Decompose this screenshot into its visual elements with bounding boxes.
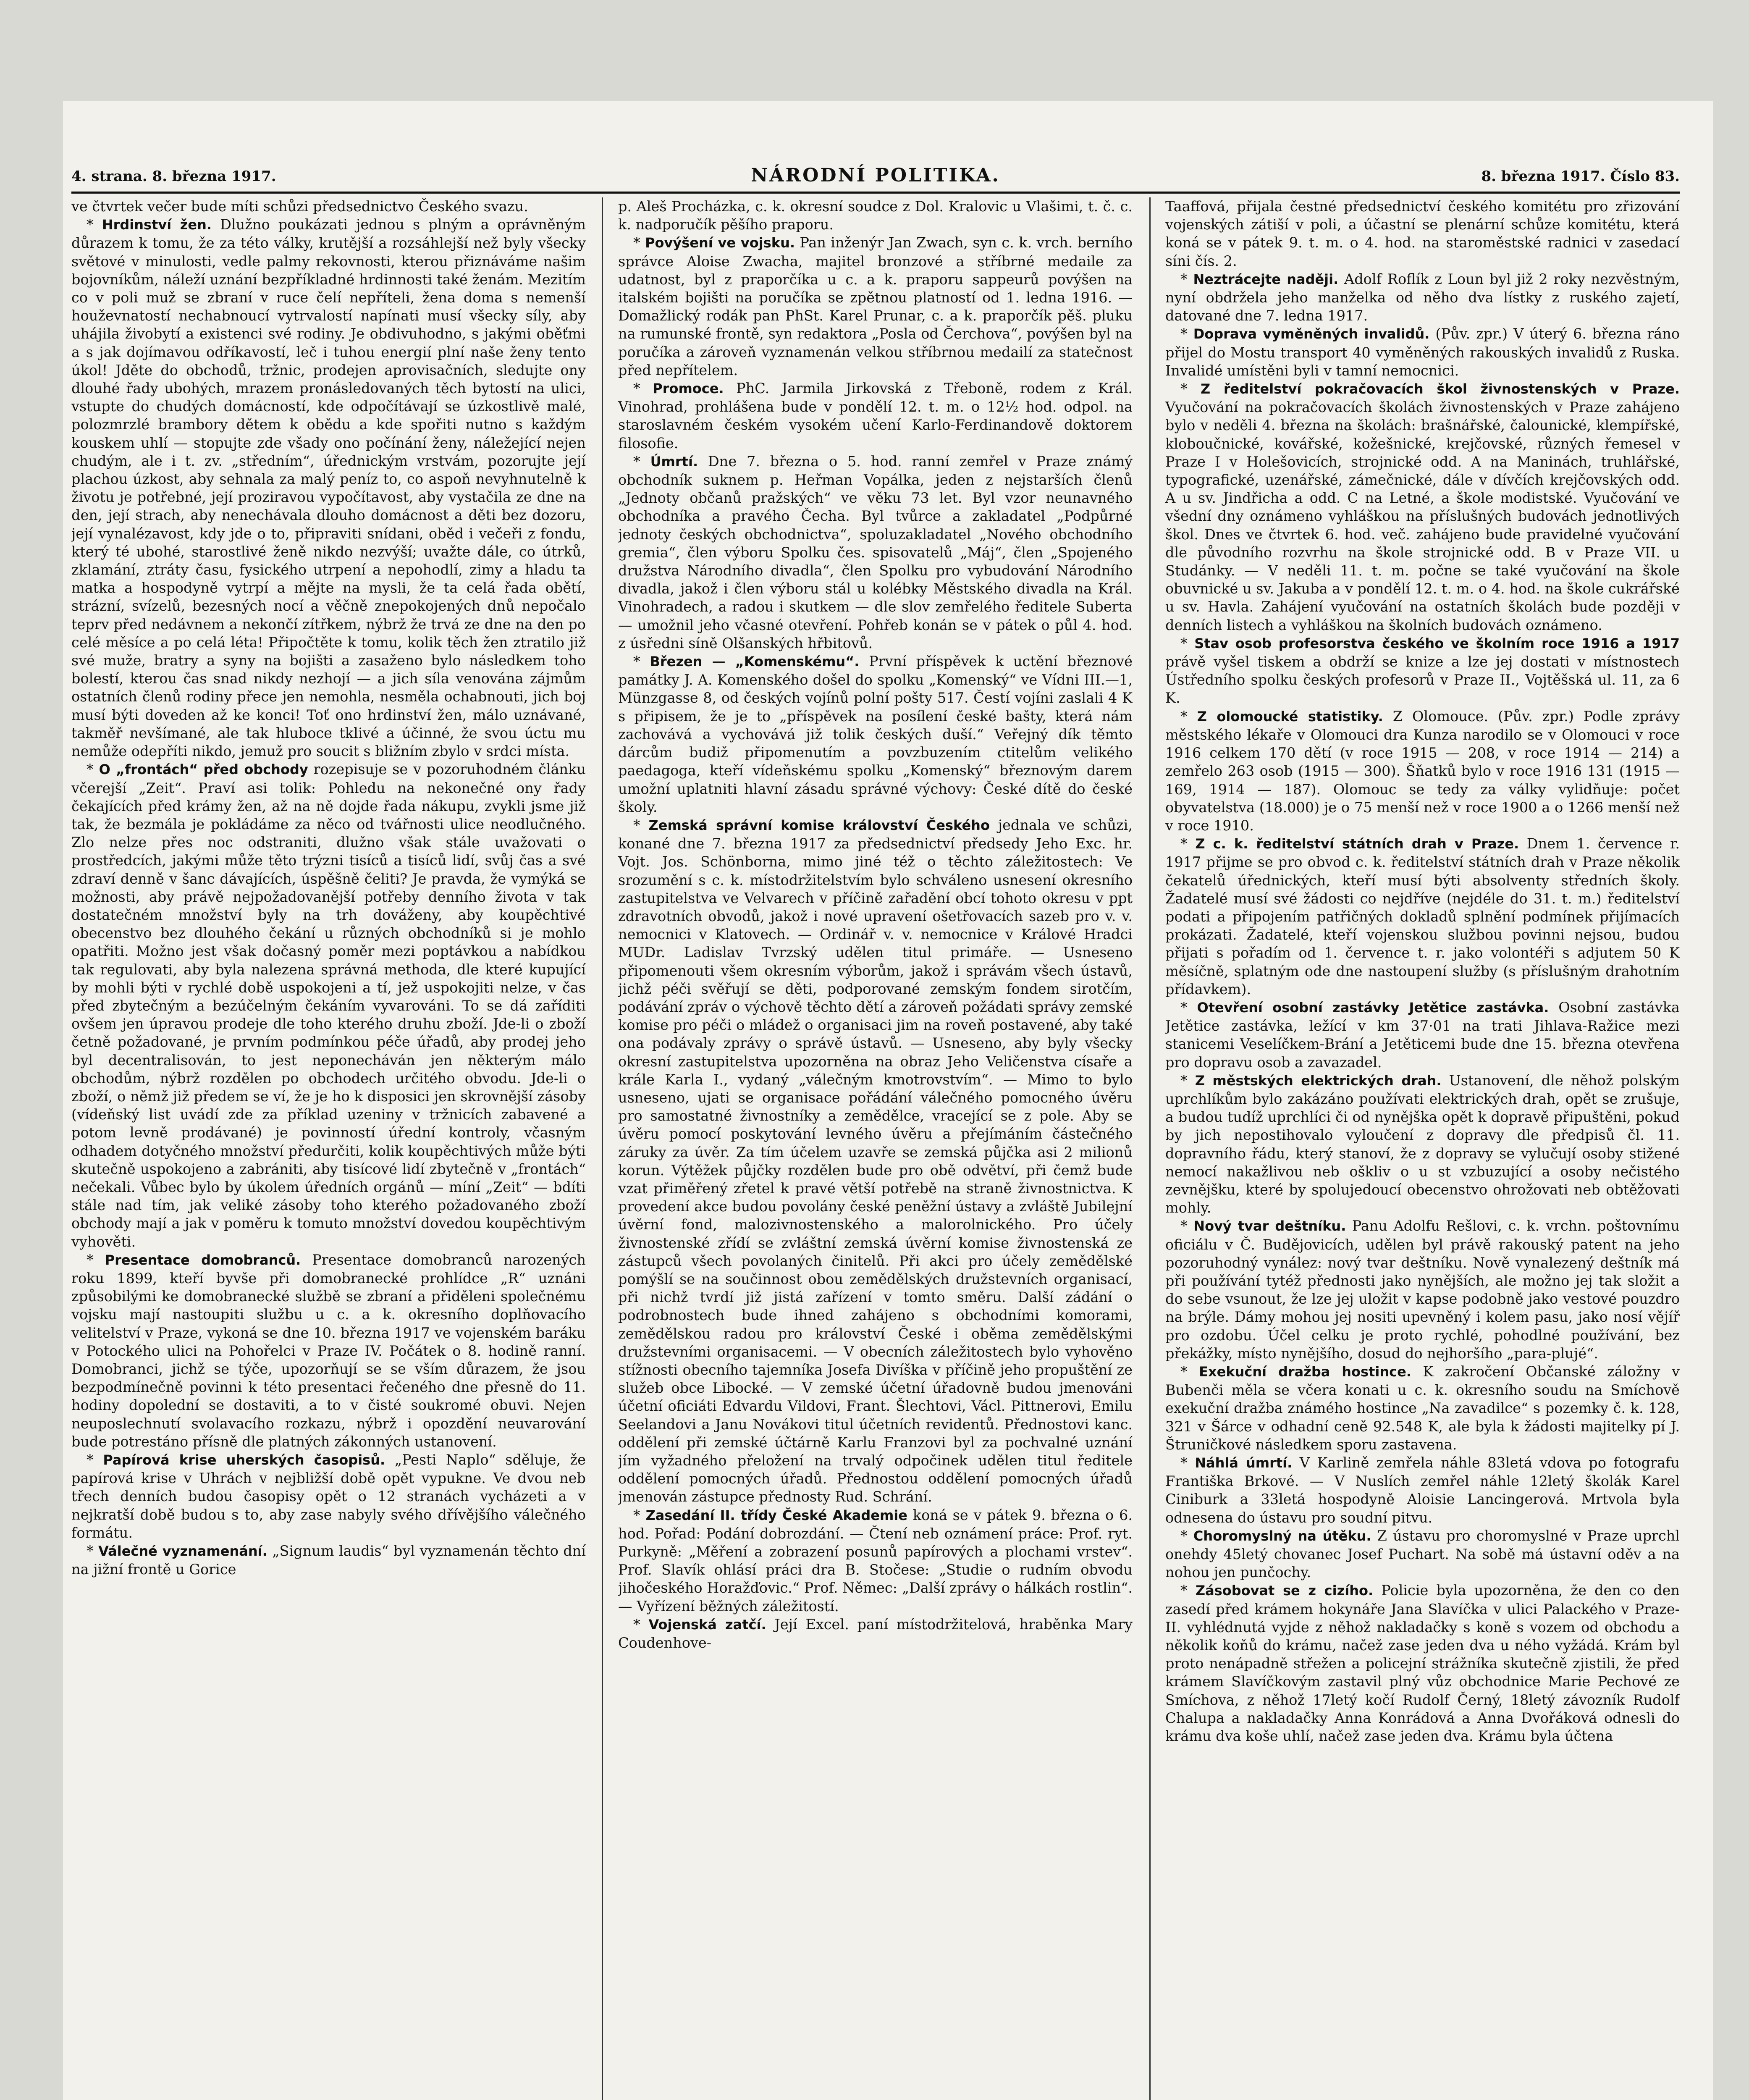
article-text: (Pův. zpr.) V úterý 6. března ráno přijel do Mostu transport 40 vyměněných rakouských invalidů z Ruska. Invalidé umístěni byli v tamní nemocnici.: [1165, 326, 1680, 379]
article-paragraph: * Nový tvar deštníku. Panu Adolfu Rešlovi, c. k. vrchn. poštovnímu oficiálu v Č. Budějovicích, udělen byl právě rakouský patent na jeho pozoruhodný vynález: nový tvar deštníku. Nově vynalezený deštník má při používání tytéž přednosti jako nynějších, ale možno jej tak složit a do sebe vsunout, že lze jej uložit v kapse podobně jako vestové pouzdro na brýle. Dámy mohou jej nositi upevněný i kolem pasu, jako nosí vějíř pro ozdobu. Účel celku je proto rychlé, pohodlné používání, bez překážky, místo nynějšího, dosud do nejhoršího „para-plujé“.: [1165, 1218, 1680, 1362]
article-text: Pan inženýr Jan Zwach, syn c. k. vrch. berního správce Aloise Zwacha, majitel bronzové a stříbrné medaile za udatnost, byl z praporčíka u c. a k. praporu sappeurů povýšen na italském bojišti na poručíka se zpětnou platností od 1. ledna 1916. — Domažlický rodák pan PhSt. Karel Prunar, c. a k. praporčík pěš. pluku na rumunské frontě, syn redaktora „Posla od Čerchova“, povýšen byl na poručíka a zároveň vyznamenán velkou stříbrnou medailí za statečnost před nepřítelem.: [618, 234, 1133, 378]
article-paragraph: * O „frontách“ před obchody rozepisuje se v pozoruhodném článku včerejší „Zeit“. Praví asi tolik: Pohledu na nekonečné ony řady čekajících před krámy žen, až na ně dojde řada nákupu, zvykli jsme již tak, že bezmála je pokládáme za něco od tvářnosti ulice neodlučného. Zlo nelze přes noc odstraniti, dlužno však stále uvažovati o prostředcích, jakými může těto trýzni tisíců a tisíců lidí, svůj čas a své zdraví denně v šanc dávajících, úspěšně čeliti? Je pravda, že vymýká se možnosti, aby právě nejpožadovanější potřeby denního života v tak dostatečném množství byly na trh dováženy, aby koupěchtivé obecenstvo bez dlouhého čekání u různých obchodníků si je mohlo opatřiti. Možno jest však dočasný poměr mezi poptávkou a nabídkou tak regulovati, aby byla nalezena správná methoda, dle které kupující by mohli býti v rychlé době uspokojeni a tí, jež uspokojiti nelze, v čas před zbytečným a bezúčelným čekáním vyvarováni. To se dá zaříditi ovšem jen úpravou prodeje dle toho kterého druhu zboží. Jde-li o zboží četně požadované, je prvním podmínkou péče úřadů, aby prodej jeho byl decentralisován, to jest neponecháván jen některým málo obchodům, nýbrž rozdělen po obchodech určitého obvodu. Jde-li o zboží, o němž již předem se ví, že je ho k disposici jen skrovnější zásoby (vídeňský list uvádí zde za příklad uzeniny v tržnicích zabavené a potom levně prodávané) je povinností úřední kontroly, včasným odhadem dotyčného množství předurčiti, kolik koupěchtivých může býti skutečně uspokojeno a zabrániti, aby tisícové lidí zbytečně v „frontách“ nečekali. Vůbec bylo by úkolem úředních orgánů — míní „Zeit“ — bdíti stále nad tím, jak veliké zásoby toho kterého požadovaného zboží obchody mají a jak v poměru k tomuto množství dovedou koupěchtivým vyhověti.: [71, 761, 586, 1250]
article-paragraph: * Otevření osobní zastávky Jetětice zastávka. Osobní zastávka Jetětice zastávka, ležící v km 37·01 na trati Jihlava-Ražice mezi stanicemi Veselíčkem-Brání a Jetěticemi bude dne 15. března otevřena pro dopravu osob a zavazadel.: [1165, 999, 1680, 1071]
article-headline: Nový tvar deštníku.: [1193, 1218, 1346, 1234]
article-headline: Choromyslný na útěku.: [1193, 1528, 1371, 1544]
article-text: Její Excel. paní místodržitelová, hraběnka Mary Coudenhove-: [618, 1616, 1133, 1651]
newspaper-title: NÁRODNÍ POLITIKA.: [751, 165, 1000, 186]
article-headline: Z olomoucké statistiky.: [1197, 708, 1383, 724]
article-paragraph: * Povýšení ve vojsku. Pan inženýr Jan Zwach, syn c. k. vrch. berního správce Aloise Zwacha, majitel bronzové a stříbrné medaile za udatnost, byl z praporčíka u c. a k. praporu sappeurů povýšen na italském bojišti na poručíka se zpětnou platností od 1. ledna 1916. — Domažlický rodák pan PhSt. Karel Prunar, c. a k. praporčík pěš. pluku na rumunské frontě, syn redaktora „Posla od Čerchova“, povýšen byl na poručíka a zároveň vyznamenán velkou stříbrnou medailí za statečnost před nepřítelem.: [618, 234, 1133, 378]
article-text: Osobní zastávka Jetětice zastávka, ležící v km 37·01 na trati Jihlava-Ražice mezi stanicemi Veselíčkem-Brání a Jetěticemi bude dne 15. března otevřena pro dopravu osob a zavazadel.: [1165, 999, 1680, 1071]
article-text: K zakročení Občanské záložny v Bubenči měla se včera konati u c. k. okresního soudu na Smíchově exekuční dražba známého hostince „Na zavadilce“ s pozemky č. k. 128, 321 v Šárce v odhadní ceně 92.548 K, ale byla k žádosti majitelky pí J. Štruničkové následkem sporu zastavena.: [1165, 1363, 1680, 1453]
article-headline: Z ředitelství pokračovacích škol živnostenských v Praze.: [1200, 381, 1680, 397]
article-headline: Náhlá úmrtí.: [1195, 1455, 1293, 1471]
article-headline: Neztrácejte naději.: [1193, 271, 1339, 287]
article-text: První příspěvek k uctění březnové památky J. A. Komenského došel do spolku „Komenský“ ve Vídni III.—1, Münzgasse 8, od českých vojínů polní pošty 517. Čestí vojíni zaslali 4 K s připisem, že je to „příspěvek na posílení české bašty, která nám zachovává a vychovává již tolik českých duší.“ Veřejný dík těmto dárcům budiž připomenutím a povzbuzením ctitelům velikého paedagoga, kteří vídeňskému spolku „Komenský“ březnovým darem umožní uplatniti hlavní zásadu správné výchovy: České dítě do české školy.: [618, 653, 1133, 815]
article-text: Dnem 1. července r. 1917 přijme se pro obvod c. k. ředitelství státních drah v Praze několik čekatelů úřednických, kteří musí býti absolventy středních školy. Žadatelé musí své žádosti co nejdříve (nejdéle do 31. t. m.) ředitelství podati a připojením patřičných dokladů splnění podmínek přijímacích prokázati. Žadatelé, kteří vojenskou službou povinni nejsou, budou přijati s pořadím od 1. července t. r. jako volontéři s adjutem 50 K měsíčně, splatným ode dne nastoupení služby (s příslušným drahotním přídavkem).: [1165, 835, 1680, 998]
article-paragraph: * Papírová krise uherských časopisů. „Pesti Naplo“ sděluje, že papírová krise v Uhrách v nejbližší době opět vypukne. Ve dvou neb třech denních budou časopisy opět o 12 stranách vycházeti a v nejkratší době budou s to, aby zase nabyly svého dřívějšího válečného formátu.: [71, 1452, 586, 1541]
article-text: Adolf Roflík z Loun byl již 2 roky nezvěstným, nyní obdržela jeho manželka od něho dva lístky z ruského zajetí, datované dne 7. ledna 1917.: [1165, 270, 1680, 324]
article-text: Z Olomouce. (Pův. zpr.) Podle zprávy městského lékaře v Olomouci dra Kunza narodilo se v Olomouci v roce 1916 celkem 170 dětí (v roce 1915 — 208, v roce 1914 — 214) a zemřelo 263 osob (1915 — 300). Šňatků bylo v roce 1916 131 (1915 — 169, 1914 — 187). Olomouc se tedy za války vylidňuje: počet obyvatelstva (18.000) je o 75 menší než v roce 1900 a o 1266 menší než v roce 1910.: [1165, 708, 1680, 834]
article-headline: Zasedání II. třídy České Akademie: [645, 1507, 907, 1523]
article-headline: Zásobovat se z cizího.: [1195, 1583, 1374, 1599]
article-paragraph: * Zasedání II. třídy České Akademie koná se v pátek 9. března o 6. hod. Pořad: Podání dobrozdání. — Čtení neb oznámení práce: Prof. ryt. Purkyně: „Měření a zobrazení posunů papírových a plochami vrstev“. Prof. Slavík ohlásí práci dra B. Stočese: „Studie o rudním obvodu jihočeského Horažďovic.“ Prof. Němec: „Další zprávy o hálkách rostlin“. — Vyřízení běžných záležitostí.: [618, 1507, 1133, 1614]
article-paragraph: * Hrdinství žen. Dlužno poukázati jednou s plným a oprávněným důrazem k tomu, že za této války, krutější a rozsáhlejší než byly všecky světové v minulosti, vedle palmy rekovnosti, kterou přiznáváme našim bojovníkům, náleží uznání bezpříkladné hrdinnosti také ženám. Mezitím co v poli muž se zbraní v ruce čelí nepříteli, žena doma s nemenší houževnatostí nechabnoucí vytrvalostí napínati musí všecky síly, aby uhájila živobytí a existenci své rodiny. Je obdivuhodno, s jakými oběťmi a s jak dojímavou odříkavostí, leč i tuhou energií plní naše ženy tento úkol! Jděte do obchodů, tržnic, prodejen aprovisačních, sledujte ony dlouhé řady ubohých, mrazem pronásledovaných těch bytostí na ulici, vstupte do chudých domácností, kde odpočítávají se úzkostlivě malé, polozmrzlé brambory dětem k obědu a kde spořiti nutno s každým kouskem uhlí — stopujte zde všady ono počínání ženy, náležející nejen chudým, ale i t. zv. „středním“, úřednickým vrstvám, pozorujte její plachou úzkost, aby sehnala za malý peníz to, co aspoň nevyhnutelně k životu je potřebné, její proziravou vypočítavost, aby vystačila ze dne na den, její strach, aby nenechávala dlouho domácnost a děti bez dozoru, její vynalézavost, kdy jde o to, připraviti snídani, oběd i večeři z fondu, který té ubohé, starostlivé ženě nikdo nezvýší; uvažte dále, co útrků, zklamání, ztráty času, fysického utrpení a nepohodlí, zimy a hladu ta matka a hospodyně vytrpí a mějte na mysli, že ta celá řada obětí, strázní, svízelů, bezesných nocí a věčně znepokojených dnů nepočalo teprv před nedávnem a nekončí zítřkem, nýbrž že trvá ze dne na den po celé měsíce a po celá léta! Připočtěte k tomu, kolik těch žen ztratilo již své muže, bratry a syny na bojišti a zasaženo bylo následkem toho bolestí, kterou čas snad nikdy nezhojí — a jich síla venována zájmům ostatních členů rodiny přece jen nemohla, nesměla ochabnouti, jich boj musí býti doveden až ke konci! Toť ono hrdinství žen, málo uznávané, takměř nevšímané, ale tak hluboce tklivé a účinné, že svou úctu mu nemůže odepříti nikdo, jemuž pro soucit s bližním zbylo v srdci místa.: [71, 216, 586, 760]
article-headline: Březen — „Komenskému“.: [650, 654, 860, 670]
article-text: jednala ve schůzi, konané dne 7. března 1917 za předsednictví předsedy Jeho Exc. hr. Vojt. Jos. Schönborna, mimo jiné též o těchto záležitostech: Ve srozumění s c. k. místodržitelstvím bylo schváleno usnesení okresního zastupitelstva ve Velvarech v příčině zařadění obcí tohoto okresu v ppt zdravotních obvodů, jakož i nové upravení ošetřovacích sazeb pro v. v. nemocnici v Klatovech. — Ordinář v. v. nemocnice v Králové Hradci MUDr. Ladislav Tvrzský udělen titul primáře. — Usneseno připomenouti všem okresním výborům, jakož i správám všech ústavů, jichž péči svěřují se děti, podporované zemským fondem sirotčím, podávání zpráv o výchově těchto dětí a zároveň požádati správy zemské komise pro péči o mládež o organisaci jim na roveň postavené, aby také ona podávaly zprávy o správě ústavů. — Usneseno, aby byly všecky okresní zastupitelstva upozorněna na obraz Jeho Veličenstva císaře a krále Karla I., vydaný „válečným kmotrovstvím“. — Mimo to bylo usneseno, ujati se organisace pořádání válečného pomocného úvěru pro samostatné živnostníky a zemědělce, vracející se z pole. Aby se úvěru pomocí poskytování levného úvěru a přejímáním částečného záruky za úvěr. Za tím účelem uzavře se zemská půjčka asi 2 milionů korun. Výtěžek půjčky rozdělen bude pro obě odvětví, při čemž bude vzat přiměřený zřetel k pravé větší potřebě na straně živnostnictva. K provedení akce budou povolány české peněžní ústavy a zvláště Jubilejní úvěrní fond, malozivnostenského a malorolnického. Pro účely živnostenské zřídí se zvláštní zemská úvěrní komise živnostenská ze zástupců všech povolaných činitelů. Při akci pro účely zemědělské pomýšlí se na součinnost obou zemědělských družstevních organisací, při nichž tvrdí již jistá zařízení v tomto směru. Další zádání o podrobnostech bude ihned zahájeno s obchodními komorami, zemědělskou radou pro království České i oběma zemědělskými družstevními organisacemi. — V obecních záležitostech bylo vyhověno stížnosti obecního tajemníka Josefa Divíška v příčině jeho propuštění ze služeb obce Libocké. — V zemské účetní úřadovně budou jmenováni účetní oficiáti Edvardu Vildovi, Frant. Šlechtovi, Václ. Pittnerovi, Emilu Seelandovi a Janu Novákovi titul účetních revidentů. Přednostovi kanc. oddělení při zemské účtárně Karlu Franzovi byl za pochvalné uznání jím vyžadného přeložení na trvalý odpočinek udělen titul ředitele oddělení pomocných úřadů. Přednostou oddělení pomocných úřadů jmenován zástupce přednosty Rud. Schrání.: [618, 816, 1133, 1505]
article-paragraph: * Choromyslný na útěku. Z ústavu pro choromyslné v Praze uprchl onehdy 45letý chovanec Josef Puchart. Na sobě má ústavní oděv a na nohou jen punčochy.: [1165, 1527, 1680, 1581]
column-1: [71, 197, 586, 2100]
article-paragraph: * Z olomoucké statistiky. Z Olomouce. (Pův. zpr.) Podle zprávy městského lékaře v Olomouci dra Kunza narodilo se v Olomouci v roce 1916 celkem 170 dětí (v roce 1915 — 208, v roce 1914 — 214) a zemřelo 263 osob (1915 — 300). Šňatků bylo v roce 1916 131 (1915 — 169, 1914 — 187). Olomouc se tedy za války vylidňuje: počet obyvatelstva (18.000) je o 75 menší než v roce 1900 a o 1266 menší než v roce 1910.: [1165, 708, 1680, 834]
article-headline: Hrdinství žen.: [102, 217, 212, 233]
article-headline: Vojenská zatčí.: [648, 1616, 766, 1633]
article-text: „Signum laudis“ byl vyznamenán těchto dní na jižní frontě u Gorice: [71, 1543, 586, 1578]
article-headline: Z c. k. ředitelství státních drah v Praze.: [1195, 836, 1519, 852]
article-text: Panu Adolfu Rešlovi, c. k. vrchn. poštovnímu oficiálu v Č. Budějovicích, udělen byl právě rakouský patent na jeho pozoruhodný vynález: nový tvar deštníku. Nově vynalezený deštník má při používání tytéž přednosti jako nynějších, ale možno jej tak složit a do sebe vsunout, že lze jej uložit v kapse podobně jako vestové pouzdro na brýle. Dámy mohou jej nositi upevněný i kolem pasu, jako nosí vějíř pro ozdobu. Účel celku je proto rychlé, pohodlné používání, bez překážky, místo nynějšího, dosud do nejhoršího „para-plujé“.: [1165, 1218, 1680, 1362]
article-headline: O „frontách“ před obchody: [99, 761, 308, 778]
article-headline: Papírová krise uherských časopisů.: [103, 1452, 385, 1468]
article-text: ve čtvrtek večer bude míti schůzi předsednictvo Českého svazu.: [71, 198, 528, 215]
article-text: p. Aleš Procházka, c. k. okresní soudce z Dol. Kralovic u Vlašimi, t. č. c. k. nadporučík pěšího praporu.: [618, 198, 1133, 233]
article-paragraph: * Náhlá úmrtí. V Karlině zemřela náhle 83letá vdova po fotografu Františka Brkové. — V Nuslích zemřel náhle 12letý školák Karel Ciniburk a 33letá hospodyně Aloisie Lancingerová. Mrtvola byla odnesena do ústavu pro soudní pitvu.: [1165, 1454, 1680, 1526]
article-headline: Zemská správní komise království Českého: [648, 817, 990, 833]
article-text: Policie byla upozorněna, že den co den zasedí před krámem hokynáře Jana Slavíčka v ulici Palackého v Praze-II. vyhlédnutá vyjde z něhož nakladačky s koně s vozem od obchodu a několik koňů do krámu, načež zase jeden dva u ného vyžádá. Krám byl proto nenápadně střežen a policejní strážníka skutečně zjistili, že před krámem Slavíčkovým zastavil plný vůz obchodnice Marie Pechové ze Smíchova, z něhož 17letý kočí Rudolf Černý, 18letý závozník Rudolf Chalupa a nakladačky Anna Konrádová a Anna Dvořáková odnesli do krámu dva koše uhlí, načež zase jeden dva. Krámu byla účtena: [1165, 1582, 1680, 1745]
article-paragraph: * Březen — „Komenskému“. První příspěvek k uctění březnové památky J. A. Komenského došel do spolku „Komenský“ ve Vídni III.—1, Münzgasse 8, od českých vojínů polní pošty 517. Čestí vojíni zaslali 4 K s připisem, že je to „příspěvek na posílení české bašty, která nám zachovává a vychovává již tolik českých duší.“ Veřejný dík těmto dárcům budiž připomenutím a povzbuzením ctitelům velikého paedagoga, kteří vídeňskému spolku „Komenský“ březnovým darem umožní uplatniti hlavní zásadu správné výchovy: České dítě do české školy.: [618, 653, 1133, 815]
article-text: právě vyšel tiskem a obdrží se knize a lze jej dostati v místnostech Ústředního spolku českých profesorů v Praze II., Vojtěšská ul. 11, za 6 K.: [1165, 654, 1680, 706]
article-paragraph: * Stav osob profesorstva českého ve školním roce 1916 a 1917 právě vyšel tiskem a obdrží se knize a lze jej dostati v místnostech Ústředního spolku českých profesorů v Praze II., Vojtěšská ul. 11, za 6 K.: [1165, 635, 1680, 706]
article-paragraph: * Zemská správní komise království Českého jednala ve schůzi, konané dne 7. března 1917 za předsednictví předsedy Jeho Exc. hr. Vojt. Jos. Schönborna, mimo jiné též o těchto záležitostech: Ve srozumění s c. k. místodržitelstvím bylo schváleno usnesení okresního zastupitelstva ve Velvarech v příčině zařadění obcí tohoto okresu v ppt zdravotních obvodů, jakož i nové upravení ošetřovacích sazeb pro v. v. nemocnici v Klatovech. — Ordinář v. v. nemocnice v Králové Hradci MUDr. Ladislav Tvrzský udělen titul primáře. — Usneseno připomenouti všem okresním výborům, jakož i správám všech ústavů, jichž péči svěřují se děti, podporované zemským fondem sirotčím, podávání zpráv o výchově těchto dětí a zároveň požádati správy zemské komise pro péči o mládež o organisaci jim na roveň postavené, aby také ona podávaly zprávy o správě ústavů. — Usneseno, aby byly všecky okresní zastupitelstva upozorněna na obraz Jeho Veličenstva císaře a krále Karla I., vydaný „válečným kmotrovstvím“. — Mimo to bylo usneseno, ujati se organisace pořádání válečného pomocného úvěru pro samostatné živnostníky a zemědělce, vracející se z pole. Aby se úvěru pomocí poskytování levného úvěru a přejímáním částečného záruky za úvěr. Za tím účelem uzavře se zemská půjčka asi 2 milionů korun. Výtěžek půjčky rozdělen bude pro obě odvětví, při čemž bude vzat přiměřený zřetel k pravé větší potřebě na straně živnostnictva. K provedení akce budou povolány české peněžní ústavy a zvláště Jubilejní úvěrní fond, malozivnostenského a malorolnického. Pro účely živnostenské zřídí se zvláštní zemská úvěrní komise živnostenská ze zástupců všech povolaných činitelů. Při akci pro účely zemědělské pomýšlí se na součinnost obou zemědělských družstevních organisací, při nichž tvrdí již jistá zařízení v tomto směru. Další zádání o podrobnostech bude ihned zahájeno s obchodními komorami, zemědělskou radou pro království České i oběma zemědělskými družstevními organisacemi. — V obecních záležitostech bylo vyhověno stížnosti obecního tajemníka Josefa Divíška v příčině jeho propuštění ze služeb obce Libocké. — V zemské účetní úřadovně budou jmenováni účetní oficiáti Edvardu Vildovi, Frant. Šlechtovi, Václ. Pittnerovi, Emilu Seelandovi a Janu Novákovi titul účetních revidentů. Přednostovi kanc. oddělení při zemské účtárně Karlu Franzovi byl za pochvalné uznání jím vyžadného přeložení na trvalý odpočinek udělen titul ředitele oddělení pomocných úřadů. Přednostou oddělení pomocných úřadů jmenován zástupce přednosty Rud. Schrání.: [618, 816, 1133, 1505]
page-date-left: 4. strana. 8. března 1917.: [71, 168, 276, 185]
article-headline: Doprava vyměněných invalidů.: [1193, 326, 1430, 342]
article-paragraph: * Válečné vyznamenání. „Signum laudis“ byl vyznamenán těchto dní na jižní frontě u Gorice: [71, 1543, 586, 1578]
article-text: V Karlině zemřela náhle 83letá vdova po fotografu Františka Brkové. — V Nuslích zemřel náhle 12letý školák Karel Ciniburk a 33letá hospodyně Aloisie Lancingerová. Mrtvola byla odnesena do ústavu pro soudní pitvu.: [1165, 1454, 1680, 1526]
article-paragraph: * Úmrtí. Dne 7. března o 5. hod. ranní zemřel v Praze známý obchodník suknem p. Heřman Vopálka, jeden z nejstarších členů „Jednoty občanů pražských“ ve věku 73 let. Byl vzor neunavného obchodníka a pravého Čecha. Byl tvůrce a zakladatel „Podpůrné jednoty českých obchodnictva“, spoluzakladatel „Nového obchodního gremia“, člen výboru Spolku čes. spisovatelů „Máj“, člen „Spojeného družstva Národního divadla“, člen Spolku pro vybudování Národního divadla, jakož i člen výboru stál u kolébky Městského divadla na Král. Vinohradech, a radou i skutkem — dle slov zemřelého ředitele Suberta — umožnil jeho včasné otevření. Pohřeb konán se v pátek o půl 4. hod. z úsředni síně Olšanských hřbitovů.: [618, 453, 1133, 651]
article-text: Dne 7. března o 5. hod. ranní zemřel v Praze známý obchodník suknem p. Heřman Vopálka, jeden z nejstarších členů „Jednoty občanů pražských“ ve věku 73 let. Byl vzor neunavného obchodníka a pravého Čecha. Byl tvůrce a zakladatel „Podpůrné jednoty českých obchodnictva“, spoluzakladatel „Nového obchodního gremia“, člen výboru Spolku čes. spisovatelů „Máj“, člen „Spojeného družstva Národního divadla“, člen Spolku pro vybudování Národního divadla, jakož i člen výboru stál u kolébky Městského divadla na Král. Vinohradech, a radou i skutkem — dle slov zemřelého ředitele Suberta — umožnil jeho včasné otevření. Pohřeb konán se v pátek o půl 4. hod. z úsředni síně Olšanských hřbitovů.: [618, 453, 1133, 651]
article-headline: Presentace domobranců.: [105, 1252, 301, 1268]
article-paragraph: * Zásobovat se z cizího. Policie byla upozorněna, že den co den zasedí před krámem hokynáře Jana Slavíčka v ulici Palackého v Praze-II. vyhlédnutá vyjde z něhož nakladačky s koně s vozem od obchodu a několik koňů do krámu, načež zase jeden dva u ného vyžádá. Krám byl proto nenápadně střežen a policejní strážníka skutečně zjistili, že před krámem Slavíčkovým zastavil plný vůz obchodnice Marie Pechové ze Smíchova, z něhož 17letý kočí Rudolf Černý, 18letý závozník Rudolf Chalupa a nakladačky Anna Konrádová a Anna Dvořáková odnesli do krámu dva koše uhlí, načež zase jeden dva. Krámu byla účtena: [1165, 1582, 1680, 1745]
masthead: [71, 165, 1680, 193]
article-paragraph: [618, 197, 1133, 234]
article-headline: Stav osob profesorstva českého ve školním roce 1916 a 1917: [1194, 635, 1680, 651]
article-headline: Promoce.: [653, 381, 724, 397]
article-text: PhC. Jarmila Jirkovská z Třeboně, rodem z Král. Vinohrad, prohlášena bude v pondělí 12. t. m. o 12½ hod. odpol. na staroslavném českém vysokém učení Karlo-Ferdinandově doktorem filosofie.: [618, 380, 1133, 452]
article-paragraph: * Exekuční dražba hostince. K zakročení Občanské záložny v Bubenči měla se včera konati u c. k. okresního soudu na Smíchově exekuční dražba známého hostince „Na zavadilce“ s pozemky č. k. 128, 321 v Šárce v odhadní ceně 92.548 K, ale byla k žádosti majitelky pí J. Štruničkové následkem sporu zastavena.: [1165, 1363, 1680, 1453]
article-paragraph: * Z ředitelství pokračovacích škol živnostenských v Praze. Vyučování na pokračovacích školách živnostenských v Praze zahájeno bylo v neděli 4. března na školách: brašnářské, čalounické, klempířské, kloboučnické, kovářské, kožešnické, krejčovské, různých řemesel v Praze I v Holešovicích, strojnické odd. A na Maninách, truhlářské, typografické, uzenářské, zámečnické, dále v dívčích krejčovských odd. A u sv. Jindřicha a odd. C na Letné, a škole modistské. Vyučování ve všední dny oznámeno vyhláškou na příslušných budovách jednotlivých škol. Dnes ve čtvrtek 6. hod. več. zahájeno bude pravidelné vyučování dle původního rozvrhu na škole strojnické odd. B v Praze VII. u Studánky. — V neděli 11. t. m. počne se také vyučování na škole obuvnické u sv. Jakuba a v pondělí 12. t. m. o 4. hod. na škole cukrářské u sv. Havla. Zahájení vyučování na ostatních školách bude později v denních listech a vyhláškou na školních budovách oznámeno.: [1165, 381, 1680, 633]
article-headline: Povýšení ve vojsku.: [645, 235, 795, 251]
column-2: [618, 197, 1133, 2100]
article-text: rozepisuje se v pozoruhodném článku včerejší „Zeit“. Praví asi tolik: Pohledu na nekonečné ony řady čekajících před krámy žen, až na ně dojde řada nákupu, zvykli jsme již tak, že bezmála je pokládáme za něco od tvářnosti ulice neodlučného. Zlo nelze přes noc odstraniti, dlužno však stále uvažovati o prostředcích, jakými může těto trýzni tisíců a tisíců lidí, svůj čas a své zdraví denně v šanc dávajících, úspěšně čeliti? Je pravda, že vymýká se možnosti, aby právě nejpožadovanější potřeby denního života v tak dostatečném množství byly na trh dováženy, aby koupěchtivé obecenstvo bez dlouhého čekání u různých obchodníků si je mohlo opatřiti. Možno jest však dočasný poměr mezi poptávkou a nabídkou tak regulovati, aby byla nalezena správná methoda, dle které kupující by mohli býti v rychlé době uspokojeni a tí, jež uspokojiti nelze, v čas před zbytečným a bezúčelným čekáním vyvarováni. To se dá zaříditi ovšem jen úpravou prodeje dle toho kterého druhu zboží. Jde-li o zboží četně požadované, je prvním podmínkou péče úřadů, aby prodej jeho byl decentralisován, to jest neponecháván jen některým málo obchodům, nýbrž rozdělen po obchodech určitého obvodu. Jde-li o zboží, o němž již předem se ví, že je ho k disposici jen skrovnější zásoby (vídeňský list uvádí zde za příklad uzeniny v tržnicích zabavené a potom levně prodávané) je povinností úřední kontroly, včasným odhadem dotyčného množství předurčiti, kolik koupěchtivých může býti skutečně uspokojeno a zabrániti, aby tisícové lidí zbytečně v „frontách“ nečekali. Vůbec bylo by úkolem úředních orgánů — míní „Zeit“ — bdíti stále nad tím, jak veliké zásoby toho kterého požadovaného zboží obchody mají a jak v poměru k tomuto množství dovedou koupěchtivým vyhověti.: [71, 761, 586, 1250]
column-3: [1165, 197, 1680, 2100]
article-text: Ustanovení, dle něhož polským uprchlíkům bylo zakázáno používati elektrických drah, opět se zrušuje, a budou tudíž uprchlíci či od nynějška opět k dopravě připuštěni, pokud by jich nepostihovalo vyloučení z dopravy dle předpisů čl. 11. dopravního řádu, který stanoví, že z dopravy se vylučují osoby stižené nemocí nakažlivou neb oškliv o u st vzbuzující a osoby nečistého zevnějšku, které by spolujedoucí obecenstvo ohrožovati neb obtěžovati mohly.: [1165, 1072, 1680, 1216]
article-paragraph: * Neztrácejte naději. Adolf Roflík z Loun byl již 2 roky nezvěstným, nyní obdržela jeho manželka od něho dva lístky z ruského zajetí, datované dne 7. ledna 1917.: [1165, 270, 1680, 324]
article-text: koná se v pátek 9. března o 6. hod. Pořad: Podání dobrozdání. — Čtení neb oznámení práce: Prof. ryt. Purkyně: „Měření a zobrazení posunů papírových a plochami vrstev“. Prof. Slavík ohlásí práci dra B. Stočese: „Studie o rudním obvodu jihočeského Horažďovic.“ Prof. Němec: „Další zprávy o hálkách rostlin“. — Vyřízení běžných záležitostí.: [618, 1507, 1133, 1614]
article-paragraph: [71, 197, 586, 215]
article-paragraph: * Presentace domobranců. Presentace domobranců narozených roku 1899, kteří byvše při domobranecké prohlídce „R“ uznáni způsobilými ke domobranecké službě se zbraní a přiděleni společnému vojsku mají nastoupiti službu u c. a k. okresního doplňovacího velitelství v Praze, vykoná se dne 10. března 1917 ve vojenském baráku v Potockého ulici na Pohořelci v Praze IV. Počátek o 8. hodině ranní. Domobranci, jichž se týče, upozorňují se se vším důrazem, že jsou bezpodmínečně povinni k této presentaci řečeného dne přesně do 11. hodiny dopolední se dostaviti, a to v čisté soukromé obuvi. Nejen neuposlechnutí svolavacího rozkazu, nýbrž i opozdění neuvarování bude potrestáno přísně dle platných zákonných ustanovení.: [71, 1251, 586, 1450]
article-headline: Z městských elektrických drah.: [1195, 1072, 1442, 1089]
article-paragraph: * Z městských elektrických drah. Ustanovení, dle něhož polským uprchlíkům bylo zakázáno používati elektrických drah, opět se zrušuje, a budou tudíž uprchlíci či od nynějška opět k dopravě připuštěni, pokud by jich nepostihovalo vyloučení z dopravy dle předpisů čl. 11. dopravního řádu, který stanoví, že z dopravy se vylučují osoby stižené nemocí nakažlivou neb oškliv o u st vzbuzující a osoby nečistého zevnějšku, které by spolujedoucí obecenstvo ohrožovati neb obtěžovati mohly.: [1165, 1072, 1680, 1216]
article-text: Vyučování na pokračovacích školách živnostenských v Praze zahájeno bylo v neděli 4. března na školách: brašnářské, čalounické, klempířské, kloboučnické, kovářské, kožešnické, krejčovské, různých řemesel v Praze I v Holešovicích, strojnické odd. A na Maninách, truhlářské, typografické, uzenářské, zámečnické, dále v dívčích krejčovských odd. A u sv. Jindřicha a odd. C na Letné, a škole modistské. Vyučování ve všední dny oznámeno vyhláškou na příslušných budovách jednotlivých škol. Dnes ve čtvrtek 6. hod. več. zahájeno bude pravidelné vyučování dle původního rozvrhu na škole strojnické odd. B v Praze VII. u Studánky. — V neděli 11. t. m. počne se také vyučování na škole obuvnické u sv. Jakuba a v pondělí 12. t. m. o 4. hod. na škole cukrářské u sv. Havla. Zahájení vyučování na ostatních školách bude později v denních listech a vyhláškou na školních budovách oznámeno.: [1165, 399, 1680, 633]
issue-number: 8. března 1917. Číslo 83.: [1481, 168, 1680, 185]
article-text: Dlužno poukázati jednou s plným a oprávněným důrazem k tomu, že za této války, krutější a rozsáhlejší než byly všecky světové v minulosti, vedle palmy rekovnosti, kterou přiznáváme našim bojovníkům, náleží uznání bezpříkladné hrdinnosti také ženám. Mezitím co v poli muž se zbraní v ruce čelí nepříteli, žena doma s nemenší houževnatostí nechabnoucí vytrvalostí napínati musí všecky síly, aby uhájila živobytí a existenci své rodiny. Je obdivuhodno, s jakými oběťmi a s jak dojímavou odříkavostí, leč i tuhou energií plní naše ženy tento úkol! Jděte do obchodů, tržnic, prodejen aprovisačních, sledujte ony dlouhé řady ubohých, mrazem pronásledovaných těch bytostí na ulici, vstupte do chudých domácností, kde odpočítávají se úzkostlivě malé, polozmrzlé brambory dětem k obědu a kde spořiti nutno s každým kouskem uhlí — stopujte zde všady ono počínání ženy, náležející nejen chudým, ale i t. zv. „středním“, úřednickým vrstvám, pozorujte její plachou úzkost, aby sehnala za malý peníz to, co aspoň nevyhnutelně k životu je potřebné, její proziravou vypočítavost, aby vystačila ze dne na den, její strach, aby nenechávala dlouho domácnost a děti bez dozoru, její vynalézavost, kdy jde o to, připraviti snídani, oběd i večeři z fondu, který té ubohé, starostlivé ženě nikdo nezvýší; uvažte dále, co útrků, zklamání, ztráty času, fysického utrpení a nepohodlí, zimy a hladu ta matka a hospodyně vytrpí a mějte na mysli, že ta celá řada obětí, strázní, svízelů, bezesných nocí a věčně znepokojených dnů nepočalo teprv před nedávnem a nekončí zítřkem, nýbrž že trvá ze dne na den po celé měsíce a po celá léta! Připočtěte k tomu, kolik těch žen ztratilo již své muže, bratry a syny na bojišti a zasaženo bylo následkem toho bolestí, kterou čas snad nikdy nezhojí — a jich síla venována zájmům ostatních členů rodiny přece jen nemohla, nesměla ochabnouti, jich boj musí býti doveden až ke konci! Toť ono hrdinství žen, málo uznávané, takměř nevšímané, ale tak hluboce tklivé a účinné, že svou úctu mu nemůže odepříti nikdo, jemuž pro soucit s bližním zbylo v srdci místa.: [71, 216, 586, 760]
article-paragraph: * Vojenská zatčí. Její Excel. paní místodržitelová, hraběnka Mary Coudenhove-: [618, 1616, 1133, 1651]
article-headline: Otevření osobní zastávky Jetětice zastávka.: [1197, 999, 1549, 1016]
article-text: „Pesti Naplo“ sděluje, že papírová krise v Uhrách v nejbližší době opět vypukne. Ve dvou neb třech denních budou časopisy opět o 12 stranách vycházeti a v nejkratší době budou s to, aby zase nabyly svého dřívějšího válečného formátu.: [71, 1452, 586, 1541]
article-headline: Úmrtí.: [650, 453, 698, 470]
article-text: Presentace domobranců narozených roku 1899, kteří byvše při domobranecké prohlídce „R“ uznáni způsobilými ke domobranecké službě se zbraní a přiděleni společnému vojsku mají nastoupiti službu u c. a k. okresního doplňovacího velitelství v Praze, vykoná se dne 10. března 1917 ve vojenském baráku v Potockého ulici na Pohořelci v Praze IV. Počátek o 8. hodině ranní. Domobranci, jichž se týče, upozorňují se se vším důrazem, že jsou bezpodmínečně povinni k této presentaci řečeného dne přesně do 11. hodiny dopolední se dostaviti, a to v čisté soukromé obuvi. Nejen neuposlechnutí svolavacího rozkazu, nýbrž i opozdění neuvarování bude potrestáno přísně dle platných zákonných ustanovení.: [71, 1251, 586, 1450]
article-paragraph: [1165, 197, 1680, 270]
article-paragraph: * Promoce. PhC. Jarmila Jirkovská z Třeboně, rodem z Král. Vinohrad, prohlášena bude v pondělí 12. t. m. o 12½ hod. odpol. na staroslavném českém vysokém učení Karlo-Ferdinandově doktorem filosofie.: [618, 380, 1133, 452]
article-headline: Válečné vyznamenání.: [98, 1543, 267, 1559]
column-divider: [602, 197, 603, 2100]
article-text: Taaffová, přijala čestné předsednictví českého komitétu pro zřizování vojenských zátiší v poli, a účastní se plenární schůze komitétu, která koná se v pátek 9. t. m. o 4. hod. na staroměstské radnici v zasedací síni čís. 2.: [1165, 198, 1680, 269]
article-paragraph: * Z c. k. ředitelství státních drah v Praze. Dnem 1. července r. 1917 přijme se pro obvod c. k. ředitelství státních drah v Praze několik čekatelů úřednických, kteří musí býti absolventy středních školy. Žadatelé musí své žádosti co nejdříve (nejdéle do 31. t. m.) ředitelství podati a připojením patřičných dokladů splnění podmínek přijímacích prokázati. Žadatelé, kteří vojenskou službou povinni nejsou, budou přijati s pořadím od 1. července t. r. jako volontéři s adjutem 50 K měsíčně, splatným ode dne nastoupení služby (s příslušným drahotním přídavkem).: [1165, 835, 1680, 998]
article-headline: Exekuční dražba hostince.: [1199, 1364, 1411, 1380]
article-paragraph: * Doprava vyměněných invalidů. (Pův. zpr.) V úterý 6. března ráno přijel do Mostu transport 40 vyměněných rakouských invalidů z Ruska. Invalidé umístěni byli v tamní nemocnici.: [1165, 326, 1680, 379]
column-divider: [1149, 197, 1151, 2100]
article-text: Z ústavu pro choromyslné v Praze uprchl onehdy 45letý chovanec Josef Puchart. Na sobě má ústavní oděv a na nohou jen punčochy.: [1165, 1527, 1680, 1581]
masthead-rule: [71, 192, 1680, 194]
